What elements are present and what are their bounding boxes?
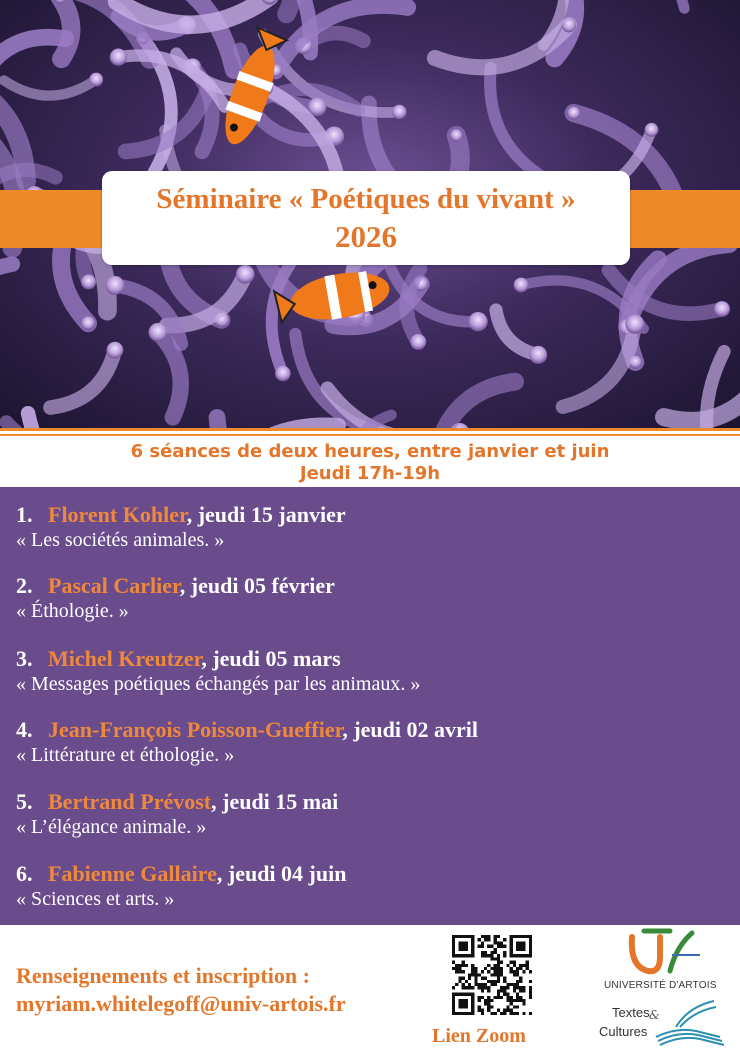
anemone-tentacle-tip (149, 323, 168, 342)
schedule-time: Jeudi 17h-19h (299, 463, 441, 484)
session-speaker: Bertrand Prévost (48, 789, 212, 814)
anemone-tentacle-tip (110, 49, 127, 66)
anemone-tentacle (60, 0, 71, 59)
sessions-list (0, 487, 740, 925)
anemone-tentacle-tip (236, 265, 255, 284)
session-number: 1. (16, 502, 33, 527)
session-date: , jeudi 15 mai (211, 789, 339, 814)
qr-code-icon[interactable] (452, 935, 532, 1015)
contact-email[interactable]: myriam.whitelegoff@univ-artois.fr (16, 991, 346, 1016)
anemone-tentacle-tip (81, 316, 95, 330)
anemone-tentacle (490, 68, 556, 185)
anemone-tentacle-tip (106, 342, 123, 359)
session-topic: « Littérature et éthologie. » (16, 744, 235, 766)
session-speaker: Jean-François Poisson-Gueffier (48, 717, 343, 742)
session-topic: « Messages poétiques échangés par les animaux. » (16, 673, 421, 695)
anemone-tentacle-tip (714, 301, 730, 317)
anemone-tentacle (115, 285, 181, 343)
lab-name-line1: Textes (612, 1005, 650, 1020)
anemone-tentacle (51, 350, 115, 407)
session-item (16, 646, 726, 696)
anemone-tentacle (4, 80, 96, 96)
divider-stripe (0, 434, 740, 436)
anemone-tentacle-tip (514, 278, 529, 293)
session-speaker: Michel Kreutzer (48, 646, 202, 671)
anemone-tentacle-tip (410, 334, 426, 350)
anemone-tentacle-tip (89, 73, 103, 87)
anemone-tentacle (614, 0, 684, 8)
session-topic: « Sciences et arts. » (16, 888, 175, 910)
anemone-tentacle (496, 310, 538, 355)
anemone-tentacle (158, 332, 181, 417)
anemone-tentacle (0, 264, 12, 340)
anemone-tentacle (276, 0, 294, 14)
session-topic: « L’élégance animale. » (16, 816, 207, 838)
session-item (16, 789, 726, 839)
session-item (16, 861, 726, 911)
divider-stripe (0, 428, 740, 431)
session-number: 3. (16, 646, 33, 671)
svg-text:&: & (649, 1008, 660, 1022)
anemone-tentacle-tip (275, 366, 291, 382)
seminar-year: 2026 (335, 219, 397, 254)
session-date: , jeudi 05 février (179, 573, 335, 598)
session-topic: « Éthologie. » (16, 600, 129, 622)
session-date: , jeudi 04 juin (216, 861, 347, 886)
anemone-tentacle (437, 382, 516, 428)
anemone-tentacle-tip (529, 346, 547, 364)
anemone-tentacle-tip (392, 105, 406, 119)
anemone-tentacle-tip (645, 123, 659, 137)
anemone-tentacle (295, 334, 382, 428)
session-number: 6. (16, 861, 33, 886)
anemone-tentacle-tip (625, 315, 644, 334)
session-item (16, 717, 726, 767)
anemone-tentacle-tip (106, 276, 125, 295)
schedule-info (0, 437, 740, 487)
lab-name-line2: Cultures (599, 1024, 648, 1039)
anemone-tentacle-tip (567, 107, 580, 120)
session-item (16, 502, 726, 552)
seminar-title: Séminaire « Poétiques du vivant » (156, 183, 576, 215)
session-date: , jeudi 15 janvier (186, 502, 346, 527)
anemone-tentacle (28, 413, 149, 428)
session-speaker: Florent Kohler (48, 502, 187, 527)
anemone-tentacle-tip (81, 275, 96, 290)
session-date: , jeudi 05 mars (201, 646, 341, 671)
footer (0, 925, 740, 1052)
session-speaker: Pascal Carlier (48, 573, 180, 598)
title-box (102, 171, 630, 265)
contact-label: Renseignements et inscription : (16, 963, 310, 988)
schedule-summary: 6 séances de deux heures, entre janvier et juin (130, 441, 610, 462)
session-item (16, 573, 726, 623)
session-number: 4. (16, 717, 33, 742)
session-date: , jeudi 02 avril (342, 717, 478, 742)
session-number: 5. (16, 789, 33, 814)
university-name: UNIVERSITÉ D'ARTOIS (604, 980, 717, 991)
anemone-tentacle-tip (450, 129, 462, 141)
session-speaker: Fabienne Gallaire (48, 861, 217, 886)
session-topic: « Les sociétés animales. » (16, 529, 225, 551)
session-number: 2. (16, 573, 33, 598)
zoom-link-label[interactable]: Lien Zoom (432, 1025, 526, 1047)
anemone-tentacle-tip (468, 312, 487, 331)
